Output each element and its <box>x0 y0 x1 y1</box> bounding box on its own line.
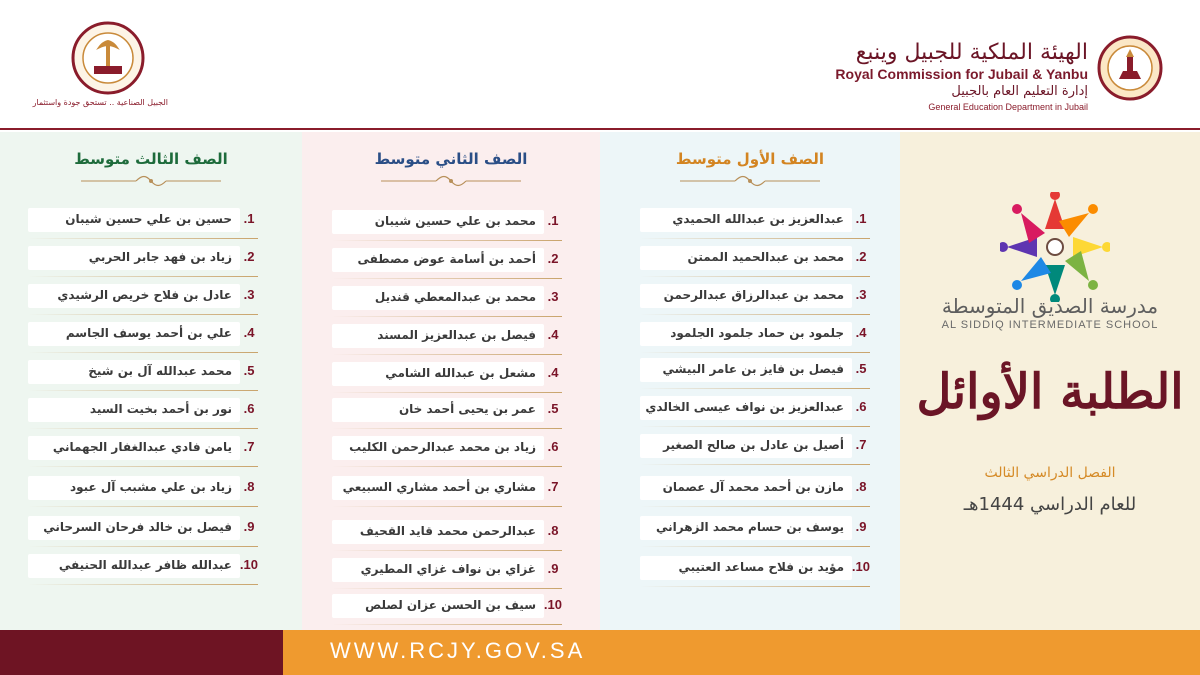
list-item <box>28 284 258 310</box>
student-name: عادل بن فلاح خريص الرشيدي <box>57 288 232 302</box>
list-item <box>28 360 258 386</box>
ornament-divider-icon <box>675 174 825 188</box>
list-item <box>332 558 562 584</box>
list-item-number: 10. <box>239 557 258 572</box>
list-item <box>332 436 562 462</box>
list-item <box>28 516 258 542</box>
column-second-grade <box>302 132 600 630</box>
list-item-number: 4. <box>243 325 255 340</box>
list-item-number: 4. <box>547 327 559 342</box>
list-item <box>28 436 258 462</box>
list-item-number: 5. <box>855 361 867 376</box>
student-name: محمد بن عبدالحميد الممتن <box>687 250 844 264</box>
student-name: عبدالعزيز بن عبدالله الحميدي <box>672 212 844 226</box>
list-item <box>640 358 870 384</box>
list-item <box>332 398 562 424</box>
student-name: يامن فادي عبدالغفار الجهماني <box>52 440 232 454</box>
list-item <box>640 284 870 310</box>
list-item <box>332 210 562 236</box>
list-item <box>28 246 258 272</box>
list-item-number: 4. <box>547 365 559 380</box>
student-name: زياد بن محمد عبدالرحمن الكليب <box>349 440 536 454</box>
student-name: غزاي بن نواف غزاي المطيري <box>360 562 536 576</box>
list-item-number: 7. <box>547 479 559 494</box>
list-item-number: 8. <box>547 523 559 538</box>
student-name: مشعل بن عبدالله الشامي <box>385 366 536 380</box>
student-name: أصيل بن عادل بن صالح الصغير <box>663 438 844 452</box>
student-name: عبدالعزيز بن نواف عيسى الخالدي <box>645 400 844 414</box>
list-item <box>640 208 870 234</box>
list-item-number: 1. <box>243 211 255 226</box>
list-item-number: 4. <box>855 325 867 340</box>
list-item <box>332 520 562 546</box>
student-name: عبدالله ظافر عبدالله الحنيفي <box>58 558 232 572</box>
jubail-seal-icon <box>70 20 146 96</box>
student-name: مؤيد بن فلاح مساعد العتيبي <box>678 560 844 574</box>
list-item-number: 6. <box>243 401 255 416</box>
royal-commission-emblem-icon <box>1097 35 1163 101</box>
student-name: فيصل بن فايز بن عامر البيشي <box>662 362 844 376</box>
student-name: محمد بن عبدالمعطي قنديل <box>374 290 536 304</box>
ornament-divider-icon <box>76 174 226 188</box>
list-item-number: 5. <box>243 363 255 378</box>
list-item <box>332 324 562 350</box>
list-item-number: 9. <box>855 519 867 534</box>
student-name: أحمد بن أسامة عوض مصطفى <box>357 252 536 266</box>
student-name: فيصل بن خالد فرحان السرحاني <box>43 520 232 534</box>
list-item <box>28 476 258 502</box>
royal-commission-title-en: Royal Commission for Jubail & Yanbu <box>835 66 1088 82</box>
education-department-ar: إدارة التعليم العام بالجبيل <box>951 84 1088 99</box>
student-name: حسين بن علي حسين شيبان <box>65 212 232 226</box>
column-first-grade <box>600 132 900 630</box>
student-name: محمد عبدالله آل بن شيخ <box>88 364 232 378</box>
list-item-number: 3. <box>855 287 867 302</box>
column-third-grade <box>0 132 302 630</box>
list-item <box>640 246 870 272</box>
royal-commission-title-ar: الهيئة الملكية للجبيل وينبع <box>855 40 1088 65</box>
student-name: يوسف بن حسام محمد الزهراني <box>656 520 844 534</box>
list-item <box>332 476 562 502</box>
list-item-number: 10. <box>543 597 562 612</box>
student-name: زياد بن علي مشبب آل عبود <box>69 480 232 494</box>
list-item <box>640 476 870 502</box>
student-name: مازن بن أحمد محمد آل عصمان <box>662 480 844 494</box>
list-item <box>28 322 258 348</box>
list-item-number: 1. <box>855 211 867 226</box>
list-item-number: 6. <box>855 399 867 414</box>
column-title-third-grade: الصف الثالث متوسط <box>74 150 228 168</box>
list-item-number: 3. <box>243 287 255 302</box>
list-item-number: 1. <box>547 213 559 228</box>
top-students-title: الطلبة الأوائل <box>916 364 1184 420</box>
list-item <box>332 286 562 312</box>
school-logo-icon <box>1000 192 1110 302</box>
list-item <box>332 362 562 388</box>
jubail-tagline: الجبيل الصناعية .. تستحق جودة واستثمار <box>32 98 168 107</box>
student-name: مشاري بن أحمد مشاري السبيعي <box>342 480 536 494</box>
academic-year-label: للعام الدراسي 1444هـ <box>963 494 1137 515</box>
website-link[interactable]: WWW.RCJY.GOV.SA <box>330 638 586 663</box>
list-item <box>28 398 258 424</box>
ornament-divider-icon <box>376 174 526 188</box>
semester-label: الفصل الدراسي الثالث <box>984 465 1116 481</box>
list-item-number: 3. <box>547 289 559 304</box>
list-item-number: 8. <box>243 479 255 494</box>
list-item-number: 2. <box>243 249 255 264</box>
school-info-panel <box>900 132 1200 630</box>
school-name-ar: مدرسة الصديق المتوسطة <box>941 294 1159 318</box>
list-item-number: 5. <box>547 401 559 416</box>
student-name: نور بن أحمد بخيت السيد <box>89 402 232 416</box>
list-item <box>640 556 870 582</box>
list-item <box>640 396 870 422</box>
list-item-number: 9. <box>243 519 255 534</box>
student-name: جلمود بن حماد جلمود الجلمود <box>670 326 844 340</box>
list-item <box>28 208 258 234</box>
student-name: فيصل بن عبدالعزيز المسند <box>377 328 536 342</box>
list-item <box>28 554 258 580</box>
school-name-en: AL SIDDIQ INTERMEDIATE SCHOOL <box>941 319 1159 331</box>
list-item <box>640 516 870 542</box>
student-name: عبدالرحمن محمد قايد القحيف <box>359 524 536 538</box>
header <box>0 0 1200 130</box>
list-item <box>640 322 870 348</box>
student-name: عمر بن يحيى أحمد خان <box>398 402 536 416</box>
student-name: سيف بن الحسن عزان لصلص <box>365 598 536 612</box>
student-name: علي بن أحمد يوسف الجاسم <box>65 326 232 340</box>
list-item-number: 2. <box>855 249 867 264</box>
list-item <box>332 248 562 274</box>
list-item-number: 2. <box>547 251 559 266</box>
list-item <box>332 594 562 620</box>
list-item-number: 9. <box>547 561 559 576</box>
column-title-second-grade: الصف الثاني متوسط <box>374 150 528 168</box>
list-item-number: 7. <box>855 437 867 452</box>
footer-left-band <box>0 630 283 675</box>
list-item-number: 7. <box>243 439 255 454</box>
student-name: زياد بن فهد جابر الحربي <box>88 250 232 264</box>
student-name: محمد بن عبدالرزاق عبدالرحمن <box>663 288 844 302</box>
list-item <box>640 434 870 460</box>
list-item-number: 6. <box>547 439 559 454</box>
column-title-first-grade: الصف الأول متوسط <box>675 150 825 168</box>
education-department-en: General Education Department in Jubail <box>928 102 1088 112</box>
list-item-number: 10. <box>851 559 870 574</box>
student-name: محمد بن علي حسين شيبان <box>374 214 536 228</box>
list-item-number: 8. <box>855 479 867 494</box>
